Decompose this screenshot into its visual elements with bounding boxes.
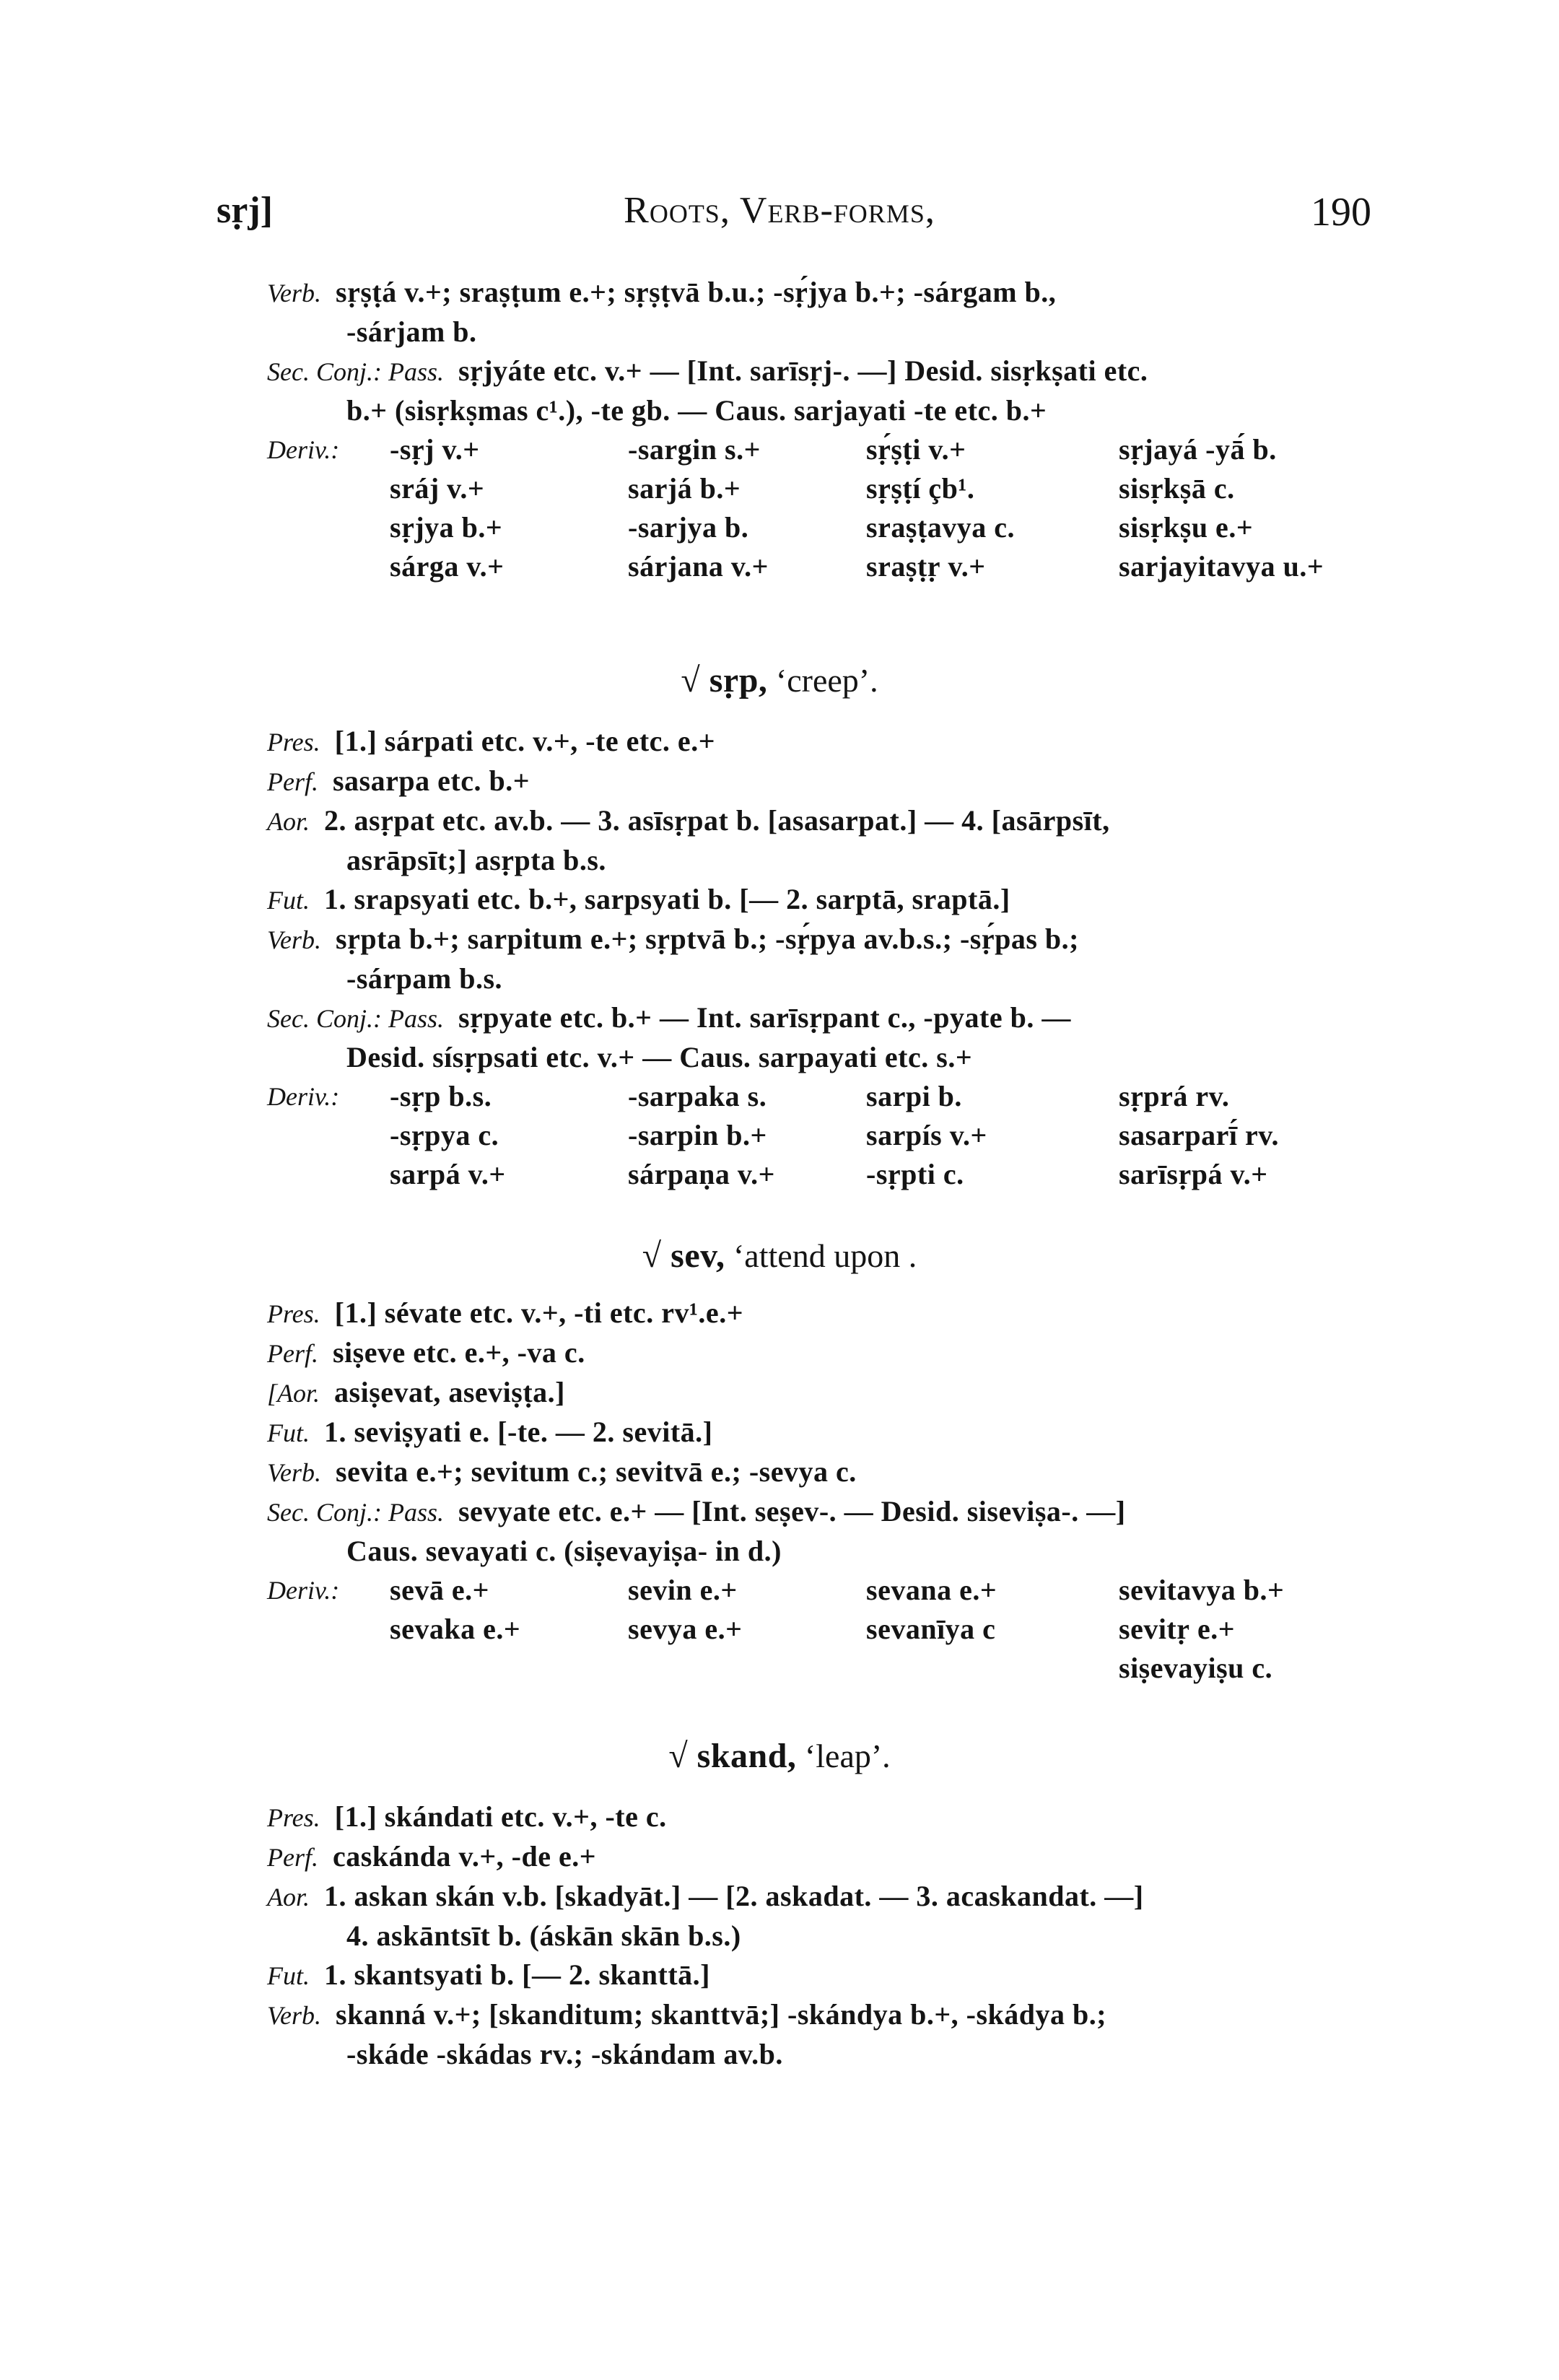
- table-cell: -sṛp b.s.: [390, 1080, 492, 1112]
- table-cell: -sargin s.+: [628, 433, 761, 466]
- table-cell: sṛjya b.+: [390, 511, 503, 544]
- line-text: siṣeve etc. e.+, -va c.: [332, 1336, 585, 1369]
- form-line: [267, 1373, 1393, 1413]
- running-header: [0, 180, 1559, 238]
- line-text: Desid. sísṛpsati etc. v.+ — Caus. sarpayati etc. s.+: [346, 1041, 973, 1073]
- table-row: [267, 508, 1393, 547]
- line-label: Aor.: [267, 807, 310, 836]
- line-text: sṛpyate etc. b.+ — Int. sarīsṛpant c., -pyate b. —: [458, 1001, 1071, 1034]
- table-cell: siṣevayiṣu c.: [1119, 1652, 1273, 1684]
- sec-conj-line: [267, 352, 1393, 391]
- form-line: [267, 920, 1393, 959]
- sec-conj-line-cont: [267, 391, 1393, 430]
- table-cell: sasarparī́ rv.: [1119, 1119, 1280, 1151]
- root-gloss: ‘attend upon .: [733, 1237, 917, 1274]
- line-text: Caus. sevayati c. (siṣevayiṣa- in d.): [346, 1535, 782, 1567]
- line-text: 1. srapsyati etc. b.+, sarpsyati b. [— 2. sarptā, sraptā.]: [324, 883, 1010, 915]
- line-text: sasarpa etc. b.+: [332, 764, 530, 797]
- line-label: [Aor.: [267, 1379, 320, 1408]
- line-label: Pres.: [267, 728, 320, 757]
- verb-line-cont: [267, 313, 1393, 352]
- root-name: √ skand,: [668, 1737, 797, 1775]
- line-text: [1.] sárpati etc. v.+, -te etc. e.+: [334, 725, 715, 757]
- line-label: Fut.: [267, 1418, 310, 1447]
- table-cell: -sṛpti c.: [866, 1158, 964, 1190]
- derivatives-table: [267, 1571, 1393, 1688]
- entry-srj-tail: [267, 273, 1393, 586]
- table-cell: sevitṛ e.+: [1119, 1613, 1236, 1645]
- deriv-label: Deriv.:: [267, 1576, 340, 1605]
- table-row: [267, 1077, 1393, 1116]
- form-line: [267, 998, 1393, 1038]
- table-cell: sevaka e.+: [390, 1613, 521, 1645]
- line-label: Pres.: [267, 1299, 320, 1328]
- table-cell: sisṛkṣu e.+: [1119, 511, 1254, 544]
- line-text: b.+ (sisṛkṣmas c¹.), -te gb. — Caus. sarjayati -te etc. b.+: [346, 394, 1047, 427]
- line-text: 1. seviṣyati e. [-te. — 2. sevitā.]: [324, 1416, 713, 1448]
- line-label: Verb.: [267, 2001, 321, 2030]
- table-cell: sṛ́ṣṭi v.+: [866, 433, 966, 466]
- line-text: asiṣevat, aseviṣṭa.]: [334, 1376, 565, 1408]
- table-row: [267, 1610, 1393, 1649]
- line-label: Perf.: [267, 1339, 318, 1368]
- line-text: 4. askāntsīt b. (áskān skān b.s.): [346, 1919, 741, 1952]
- table-cell: sevitavya b.+: [1119, 1574, 1285, 1606]
- line-label: Fut.: [267, 886, 310, 915]
- root-name: √ sev,: [642, 1237, 725, 1275]
- line-text: asrāpsīt;] asṛpta b.s.: [346, 844, 606, 876]
- derivatives-table: [267, 1077, 1393, 1194]
- table-cell: -sṛpya c.: [390, 1119, 499, 1151]
- line-text: sṛjyáte etc. v.+ — [Int. sarīsṛj-. —] Desid. sisṛkṣati etc.: [458, 354, 1148, 387]
- table-row: [267, 469, 1393, 508]
- line-label: Sec. Conj.: Pass.: [267, 1498, 444, 1527]
- line-text: -sárjam b.: [346, 315, 477, 348]
- root-gloss: ‘leap’.: [804, 1738, 891, 1774]
- form-line-cont: [267, 2035, 1393, 2074]
- table-cell: sráj v.+: [390, 472, 485, 505]
- table-cell: sevā e.+: [390, 1574, 489, 1606]
- line-text: 1. skantsyati b. [— 2. skanttā.]: [324, 1958, 710, 1991]
- line-text: sevita e.+; sevitum c.; sevitvā e.; -sevya c.: [336, 1455, 857, 1488]
- line-text: 2. asṛpat etc. av.b. — 3. asīsṛpat b. [asasarpat.] — 4. [asārpsīt,: [324, 804, 1110, 837]
- table-cell: sevya e.+: [628, 1613, 743, 1645]
- table-cell: sisṛkṣā c.: [1119, 472, 1235, 505]
- verb-line: [267, 273, 1393, 313]
- line-label: Sec. Conj.: Pass.: [267, 1004, 444, 1033]
- form-line: [267, 762, 1393, 801]
- table-cell: sṛṣṭí çb¹.: [866, 472, 975, 505]
- table-cell: sarpá v.+: [390, 1158, 506, 1190]
- table-cell: sevin e.+: [628, 1574, 738, 1606]
- line-label: Fut.: [267, 1961, 310, 1990]
- table-cell: -sṛj v.+: [390, 433, 480, 466]
- line-text: sṛpta b.+; sarpitum e.+; sṛptvā b.; -sṛ́pya av.b.s.; -sṛ́pas b.;: [336, 923, 1079, 955]
- line-text: sṛṣṭá v.+; sraṣṭum e.+; sṛṣṭvā b.u.; -sṛ́jya b.+; -sárgam b.,: [336, 276, 1057, 308]
- entry-sev: [267, 1294, 1393, 1688]
- table-cell: -sarjya b.: [628, 511, 749, 544]
- form-line: [267, 1452, 1393, 1492]
- table-cell: sṛprá rv.: [1119, 1080, 1230, 1112]
- root-heading-skand: [0, 1736, 1559, 1776]
- table-cell: sraṣṭṛ v.+: [866, 550, 986, 583]
- deriv-label: Deriv.:: [267, 435, 340, 464]
- table-cell: sarjá b.+: [628, 472, 741, 505]
- header-title: Roots, Verb-forms,: [624, 190, 935, 231]
- form-line-cont: [267, 1038, 1393, 1077]
- table-cell: sárga v.+: [390, 550, 505, 583]
- table-cell: sṛjayá -yā́ b.: [1119, 433, 1277, 466]
- form-line: [267, 801, 1393, 841]
- form-line-cont: [267, 1532, 1393, 1571]
- line-text: [1.] sévate etc. v.+, -ti etc. rv¹.e.+: [334, 1296, 743, 1329]
- table-row: [267, 1155, 1393, 1194]
- root-name: √ sṛp,: [681, 661, 768, 699]
- line-label: Verb.: [267, 1458, 321, 1487]
- line-text: 1. askan skán v.b. [skadyāt.] — [2. askadat. — 3. acaskandat. —]: [324, 1880, 1144, 1912]
- line-text: sevyate etc. e.+ — [Int. seṣev-. — Desid. siseviṣa-. —]: [458, 1495, 1126, 1527]
- form-line: [267, 1413, 1393, 1452]
- table-row: [267, 1571, 1393, 1610]
- table-cell: sarjayitavya u.+: [1119, 550, 1324, 583]
- line-label: Verb.: [267, 279, 321, 308]
- line-label: Aor.: [267, 1883, 310, 1912]
- table-cell: sevana e.+: [866, 1574, 997, 1606]
- page-number: 190: [1311, 190, 1371, 235]
- line-text: -sárpam b.s.: [346, 962, 503, 995]
- table-row: [267, 1116, 1393, 1155]
- line-label: Verb.: [267, 925, 321, 954]
- line-label: Sec. Conj.: Pass.: [267, 357, 444, 386]
- table-cell: sarpi b.: [866, 1080, 962, 1112]
- table-row: [267, 430, 1393, 469]
- form-line-cont: [267, 841, 1393, 880]
- form-line: [267, 1956, 1393, 1995]
- form-line: [267, 880, 1393, 920]
- form-line-cont: [267, 1917, 1393, 1956]
- line-label: Perf.: [267, 767, 318, 796]
- form-line: [267, 1492, 1393, 1532]
- form-line: [267, 1294, 1393, 1333]
- table-cell: sevanīya c: [866, 1613, 996, 1645]
- table-cell: sraṣṭavya c.: [866, 511, 1015, 544]
- table-cell: sarpís v.+: [866, 1119, 987, 1151]
- table-cell: -sarpaka s.: [628, 1080, 767, 1112]
- derivatives-table: [267, 430, 1393, 586]
- table-cell: -sarpin b.+: [628, 1119, 767, 1151]
- form-line: [267, 1797, 1393, 1837]
- table-row: [267, 547, 1393, 586]
- table-cell: sárpaṇa v.+: [628, 1158, 775, 1190]
- root-heading-sev: [0, 1236, 1559, 1276]
- form-line: [267, 1333, 1393, 1373]
- table-cell: sárjana v.+: [628, 550, 769, 583]
- form-line: [267, 722, 1393, 762]
- entry-srp: [267, 722, 1393, 1194]
- table-row: [267, 1649, 1393, 1688]
- entry-skand: [267, 1797, 1393, 2074]
- header-root-label: sṛj]: [217, 190, 273, 231]
- line-text: skanná v.+; [skanditum; skanttvā;] -skándya b.+, -skádya b.;: [336, 1998, 1107, 2031]
- form-line-cont: [267, 959, 1393, 998]
- deriv-label: Deriv.:: [267, 1082, 340, 1111]
- line-label: Perf.: [267, 1843, 318, 1872]
- line-label: Pres.: [267, 1803, 320, 1832]
- form-line: [267, 1877, 1393, 1917]
- line-text: caskánda v.+, -de e.+: [332, 1840, 596, 1873]
- form-line: [267, 1837, 1393, 1877]
- root-heading-srp: [0, 661, 1559, 700]
- form-line: [267, 1995, 1393, 2035]
- root-gloss: ‘creep’.: [775, 662, 878, 699]
- line-text: [1.] skándati etc. v.+, -te c.: [334, 1800, 667, 1833]
- line-text: -skáde -skádas rv.; -skándam av.b.: [346, 2038, 783, 2070]
- table-cell: sarīsṛpá v.+: [1119, 1158, 1268, 1190]
